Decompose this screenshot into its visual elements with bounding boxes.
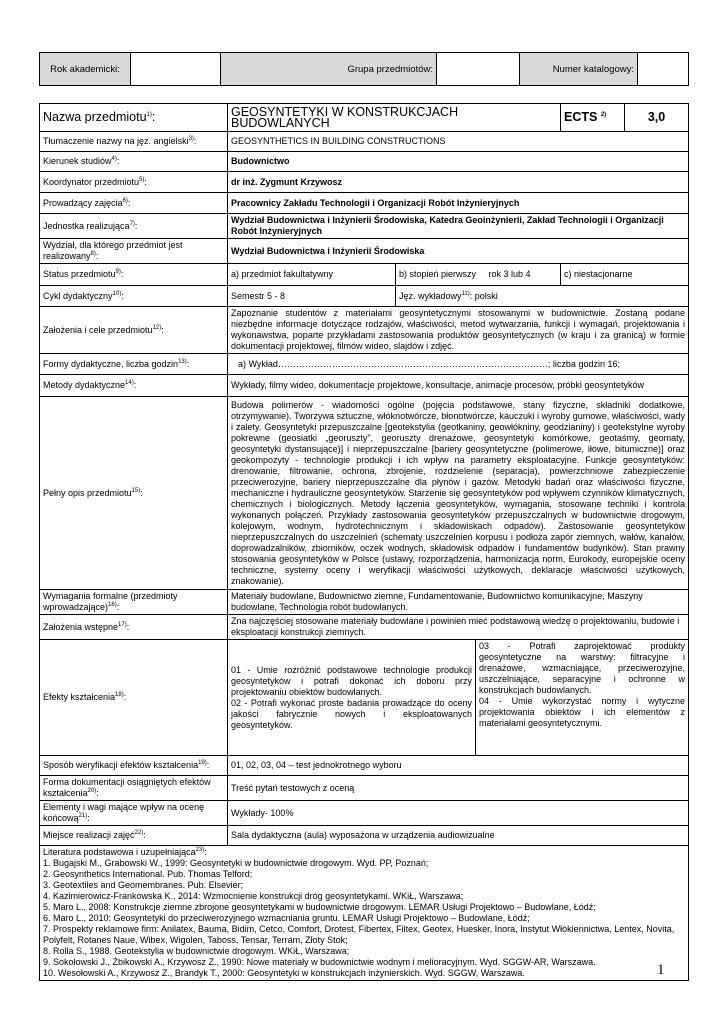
- literature-cell: [40, 846, 689, 981]
- ects-label: ECTS $^{2)}$: [561, 104, 625, 132]
- cycle-value: Semestr 5 - 8: [228, 286, 396, 307]
- methods-label: Metody dydaktyczne$^{14)}$:: [40, 375, 228, 397]
- faculty-value: Wydział Budownictwa i Inżynierii Środowiska: [228, 239, 689, 264]
- literature-item: 4. Kazimierowicz-Frankowska K., 2014: Wzmocnienie konstrukcji dróg geosyntetykami. WKiŁ, Warszawa;: [43, 891, 464, 901]
- cycle-label: Cykl dydaktyczny$^{10)}$:: [40, 286, 228, 307]
- goals-value: Zapoznanie studentów z materiałami geosyntetycznymi stosowanymi w budownictwie. Zostaną podane niezbędne informacje dotyczące rodzajów, właściwości, metod wytwarzania, funkcji i wymagań, projektowania i wykonawstwa, poparte przykładami zastosowania produktów geosyntetycznych (w kraju i za granicą) w formie dokumentacji projektowej, filmów wideo, slajdów i zdjęć.: [228, 307, 689, 354]
- header-table: [39, 52, 689, 86]
- catalog-value[interactable]: [638, 53, 689, 86]
- status-label: Status przedmiotu$^{9)}$:: [40, 264, 228, 286]
- field-value: Budownictwo: [228, 152, 689, 172]
- literature-item: 8. Rolla S., 1988. Geotekstylia w budownictwie drogowym. WKiŁ, Warszawa;: [43, 946, 350, 956]
- literature-label: Literatura podstawowa i uzupełniająca$^{23)}$:: [43, 847, 207, 857]
- course-name-value: GEOSYNTETYKI W KONSTRUKCJACH BUDOWLANYCH: [228, 104, 561, 132]
- teaching-label: Prowadzący zajęcia$^{6)}$:: [40, 193, 228, 214]
- prereq-label: Wymagania formalne (przedmioty wprowadzające)$^{16)}$:: [40, 590, 228, 615]
- literature-item: 5. Maro L., 2008: Konstrukcje ziemne zbrojone geosyntetykami w budownictwie drogowym. LEMAR Usługi Projektowo – Budowlane, Łódź;: [43, 902, 596, 912]
- unit-label: Jednostka realizująca$^{7)}$:: [40, 214, 228, 239]
- status-c: c) niestacjonarne: [561, 264, 689, 286]
- description-value: Budowa polimerów - wiadomości ogólne (pojęcia podstawowe, stany fizyczne, składniki dodatkowe, otrzymywanie). Tworzywa sztuczne, włóknotwórcze, błonotwórcze, kauczuki i wyroby gumowe, właściwości, wady i zalety. Geosyntetyki przepuszczalne [geotekstylia (geotkaniny, geowłókniny, geodzianiny) i geotekstylne wyroby pokrewne (geosiatki „georuszty", georuszty drenażowe, geosyntetyki komórkowe, geotaśmy, geomaty, geosyntetyki dystansujące)] i nieprzepuszczalne [bariery geosyntetyczne (polimerowe, iłowe, bitumiczne)] oraz geokompozyty - technologie produkcji i ich wpływ na parametry eksploatacyjne. Funkcje geosyntetyków: drenowanie, filtrowanie, ochrona, zbrojenie, rozdzielenie (separacja), powierzchniowe zabezpieczenie przeciwerozyjne, bariery nieprzepuszczalne dla płynów i gazów. Metodyki badań oraz właściwości fizyczne, mechaniczne i hydrauliczne geosyntetyków. Starzenie się geosyntetyków pod wpływem czynników klimatycznych, chemicznych i biologicznych. Metody łączenia geosyntetyków, wymagania, stosowane techniki i kontrola wykonanych połączeń. Przykłady zastosowania geosyntetyków przepuszczalnych w budownictwie drogowym, kolejowym, wodnym, hydrotechnicznym i składowiskach odpadów). Zastosowanie geosyntetyków nieprzepuszczalnych do uszczelnień (schematy uszczelnień korpusu i podłoża zapór ziemnych, wałów, kanałów, doprowadzalników, zbiorników, oczek wodnych, składowisk odpadów i fundamentów budynków). Stan prawny stosowania geosyntetyków w Polsce (ustawy, rozporządzenia, harmonizacja norm, Eurokody, europejskie oceny techniczne, systemy oceny i weryfikacji właściwości użytkowych, deklaracje właściwości użytkowych, znakowanie).: [228, 397, 689, 590]
- academic-year-label: Rok akademicki:: [40, 53, 131, 86]
- literature-item: 7. Prospekty reklamowe firm: Anilatex, Bauma, Bidim, Cetco, Comfort, Drotest, Fibertex, Filtex, Geotex, Huesker, Inora, Instytut Włókiennictwa, Lentex, Novita, Polyfelt, Rotanes Naue, Wibex, Wigolen, Taboss, Tensar, Terram, Złoty Stok;: [43, 924, 675, 945]
- methods-value: Wykłady, filmy wideo, dokumentacje projektowe, konsultacje, animacje procesów, próbki geosyntetyków: [228, 375, 689, 397]
- faculty-label: Wydział, dla którego przedmiot jest realizowany$^{8)}$:: [40, 239, 228, 264]
- literature-item: 9. Sokołowski J., Żbikowski A., Krzywosz Z., 1990: Nowe materiały w budownictwie wodnym i melioracyjnym. Wyd. SGGW-AR, Warszawa.: [43, 957, 596, 967]
- course-table: [39, 103, 689, 981]
- language-cell: Jęz. wykładowy$^{11)}$: polski: [396, 286, 689, 307]
- literature-item: 3. Geotextiles and Geomembranes. Pub. Elsevier;: [43, 880, 244, 890]
- literature-item: 1. Bugajski M., Grabowski W., 1999: Geosyntetyki w budownictwie drogowym. Wyd. PP, Poznań;: [43, 858, 429, 868]
- prereq-value: Materiały budowlane, Budownictwo ziemne, Fundamentowanie, Budownictwo komunikacyjne, Maszyny budowlane, Technologia robót budowlanych.: [228, 590, 689, 615]
- verification-value: 01, 02, 03, 04 – test jednokrotnego wyboru: [228, 756, 689, 776]
- effects-label: Efekty kształcenia$^{18)}$:: [40, 640, 228, 756]
- description-label: Pełny opis przedmiotu$^{15)}$:: [40, 397, 228, 590]
- literature-item: 10. Wesołowski A., Krzywosz Z., Brandyk T., 2000: Geosyntetyki w konstrukcjach inżynierskich. Wyd. SGGW, Warszawa.: [43, 968, 525, 978]
- weights-value: Wykłady- 100%: [228, 801, 689, 826]
- catalog-label: Numer katalogowy:: [520, 53, 638, 86]
- forms-value: a) Wykład………………………………………………………………………………; liczba godzin 16;: [228, 354, 689, 375]
- place-label: Miejsce realizacji zajęć$^{22)}$:: [40, 826, 228, 846]
- academic-year-value[interactable]: [131, 53, 221, 86]
- assumptions-label: Założenia wstępne$^{17)}$:: [40, 615, 228, 640]
- course-name-label: Nazwa przedmiotu$^{1)}$:: [40, 104, 228, 132]
- translation-value: GEOSYNTHETICS IN BUILDING CONSTRUCTIONS: [228, 132, 689, 152]
- ects-value: 3,0: [625, 104, 689, 132]
- translation-label: Tłumaczenie nazwy na jęz. angielski$^{3)}$:: [40, 132, 228, 152]
- literature-item: 2. Geosynthetics International. Pub. Thomas Telford;: [43, 869, 253, 879]
- documentation-label: Forma dokumentacji osiągniętych efektów kształcenia$^{20)}$:: [40, 776, 228, 801]
- field-label: Kierunek studiów$^{4)}$:: [40, 152, 228, 172]
- page-number: 1: [657, 962, 665, 978]
- unit-value: Wydział Budownictwa i Inżynierii Środowiska, Katedra Geoinżynierii, Zakład Technologii i Organizacji Robót Inżynieryjnych: [228, 214, 689, 239]
- teaching-value: Pracownicy Zakładu Technologii i Organizacji Robót Inżynieryjnych: [228, 193, 689, 214]
- assumptions-value: Zna najczęściej stosowane materiały budowlane i powinien mieć podstawową wiedzę o projektowaniu, budowie i eksploatacji konstrukcji ziemnych.: [228, 615, 689, 640]
- status-b: b) stopień pierwszy rok 3 lub 4: [396, 264, 561, 286]
- group-value[interactable]: [437, 53, 520, 86]
- coordinator-value: dr inż. Zygmunt Krzywosz: [228, 172, 689, 193]
- verification-label: Sposób weryfikacji efektów kształcenia$^{19)}$:: [40, 756, 228, 776]
- documentation-value: Treść pytań testowych z oceną: [228, 776, 689, 801]
- coordinator-label: Koordynator przedmiotu$^{5)}$:: [40, 172, 228, 193]
- status-a: a) przedmiot fakultatywny: [228, 264, 396, 286]
- goals-label: Założenia i cele przedmiotu$^{12)}$:: [40, 307, 228, 354]
- group-label: Grupa przedmiotów:: [221, 53, 437, 86]
- weights-label: Elementy i wagi mające wpływ na ocenę końcową$^{21)}$:: [40, 801, 228, 826]
- effects-right: 03 - Potrafi zaprojektować produkty geosyntetyczne na warstwy: filtracyjne i drenażowe, wzmacniające, przeciwerozyjne, uszczelniające, separacyjne i ochronne w konstrukcjach budowlanych. 04 - Umie wykorzystać normy i wytyczne projektowania obiektów i ich elementów z materiałami geosyntetycznymi.: [476, 640, 689, 756]
- literature-item: 6. Maro L., 2010: Geosyntetyki do przeciwerozyjnego wzmacniania gruntu. LEMAR Usługi Projektowo – Budowlane, Łódź;: [43, 913, 530, 923]
- place-value: Sala dydaktyczna (aula) wyposażona w urządzenia audiowizualne: [228, 826, 689, 846]
- effects-left: 01 - Umie rozróżnić podstawowe technologie produkcji geosyntetyków i potrafi dokonać ich doboru przy projektowaniu obiektów budowlanych. 02 - Potrafi wykonać proste badania prowadzące do oceny jakości fabrycznie nowych i eksploatowanych geosyntetyków.: [228, 640, 476, 756]
- forms-label: Formy dydaktyczne, liczba godzin$^{13)}$:: [40, 354, 228, 375]
